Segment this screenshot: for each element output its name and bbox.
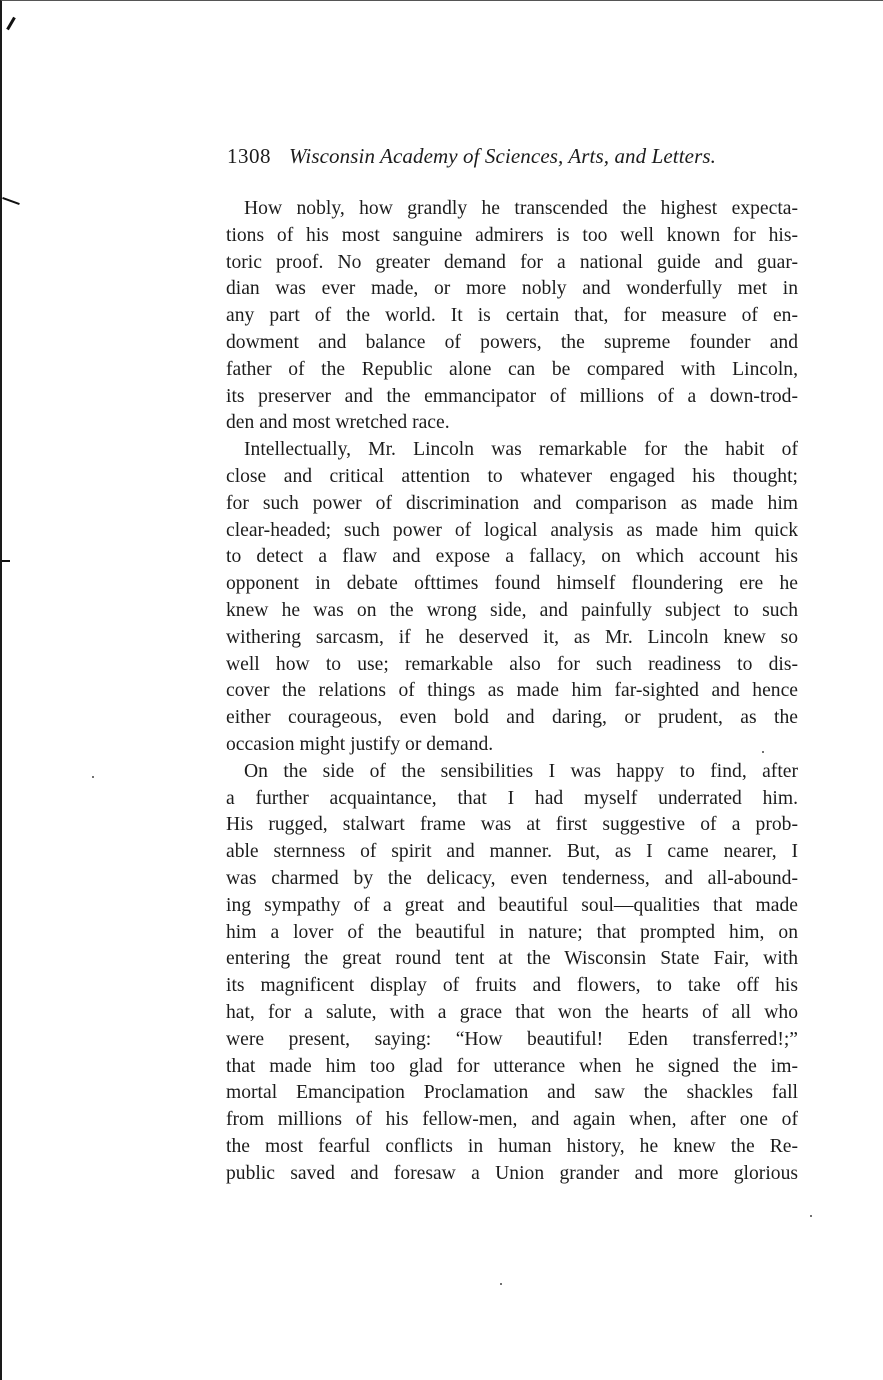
paragraph xyxy=(226,196,798,437)
text-line: opponent in debate ofttimes found himself floundering ere he xyxy=(226,573,798,595)
text-line: hat, for a salute, with a grace that won the hearts of all who xyxy=(226,1001,798,1023)
text-line: den and most wretched race. xyxy=(226,412,450,434)
text-line: a further acquaintance, that I had myself underrated him. xyxy=(226,787,798,809)
text-line: Intellectually, Mr. Lincoln was remarkable for the habit of xyxy=(244,439,798,461)
text-line: either courageous, even bold and daring, or prudent, as the xyxy=(226,707,798,729)
text-line: clear-headed; such power of logical analysis as made him quick xyxy=(226,519,798,541)
text-line: occasion might justify or demand. xyxy=(226,733,494,755)
text-line: tions of his most sanguine admirers is too well known for his- xyxy=(226,224,798,246)
text-line: were present, saying: “How beautiful! Eden transferred!;” xyxy=(226,1028,798,1050)
text-line: knew he was on the wrong side, and painfully subject to such xyxy=(226,599,798,621)
text-line: able sternness of spirit and manner. But, as I came nearer, I xyxy=(226,841,798,863)
text-line: to detect a flaw and expose a fallacy, on which account his xyxy=(226,546,798,568)
text-line: for such power of discrimination and comparison as made him xyxy=(226,492,798,514)
running-title: Wisconsin Academy of Sciences, Arts, and Letters. xyxy=(289,144,716,168)
text-line: His rugged, stalwart frame was at first suggestive of a prob- xyxy=(226,814,798,836)
text-line: withering sarcasm, if he deserved it, as Mr. Lincoln knew so xyxy=(226,626,798,648)
text-line: any part of the world. It is certain that, for measure of en- xyxy=(226,305,798,327)
text-line: toric proof. No greater demand for a national guide and guar- xyxy=(226,251,798,273)
text-line: father of the Republic alone can be compared with Lincoln, xyxy=(226,358,798,380)
text-line: from millions of his fellow-men, and again when, after one of xyxy=(226,1109,798,1131)
text-line: mortal Emancipation Proclamation and saw the shackles fall xyxy=(226,1082,798,1104)
text-line: How nobly, how grandly he transcended the highest expecta- xyxy=(244,198,798,219)
text-line: ing sympathy of a great and beautiful soul—qualities that made xyxy=(226,894,798,916)
paragraph xyxy=(226,759,798,1188)
text-line: its preserver and the emmancipator of millions of a down-trod- xyxy=(226,385,798,407)
text-line: entering the great round tent at the Wisconsin State Fair, with xyxy=(226,948,798,970)
page-header xyxy=(227,144,787,184)
scan-artifact-mark xyxy=(2,197,20,205)
text-line: that made him too glad for utterance when he signed the im- xyxy=(226,1055,798,1077)
scan-speck xyxy=(810,1215,812,1217)
scan-artifact-mark xyxy=(2,560,10,562)
paragraph xyxy=(226,437,798,759)
text-line: close and critical attention to whatever engaged his thought; xyxy=(226,465,798,487)
scan-speck xyxy=(500,1283,502,1285)
page-number: 1308 xyxy=(227,144,271,168)
scan-speck xyxy=(92,776,94,778)
text-line: cover the relations of things as made him far-sighted and hence xyxy=(226,680,798,702)
text-line: was charmed by the delicacy, even tenderness, and all-abound- xyxy=(226,867,798,889)
body-text xyxy=(226,196,798,1187)
text-line: On the side of the sensibilities I was happy to find, after xyxy=(244,760,798,782)
text-line: dian was ever made, or more nobly and wonderfully met in xyxy=(226,278,798,300)
scan-artifact-mark xyxy=(6,17,16,31)
text-line: well how to use; remarkable also for such readiness to dis- xyxy=(226,653,798,675)
text-line: its magnificent display of fruits and flowers, to take off his xyxy=(226,975,798,997)
text-line: him a lover of the beautiful in nature; that prompted him, on xyxy=(226,921,798,943)
text-line: dowment and balance of powers, the supreme founder and xyxy=(226,331,798,353)
text-line: the most fearful conflicts in human history, he knew the Re- xyxy=(226,1135,798,1157)
text-line: public saved and foresaw a Union grander and more glorious xyxy=(226,1162,798,1184)
